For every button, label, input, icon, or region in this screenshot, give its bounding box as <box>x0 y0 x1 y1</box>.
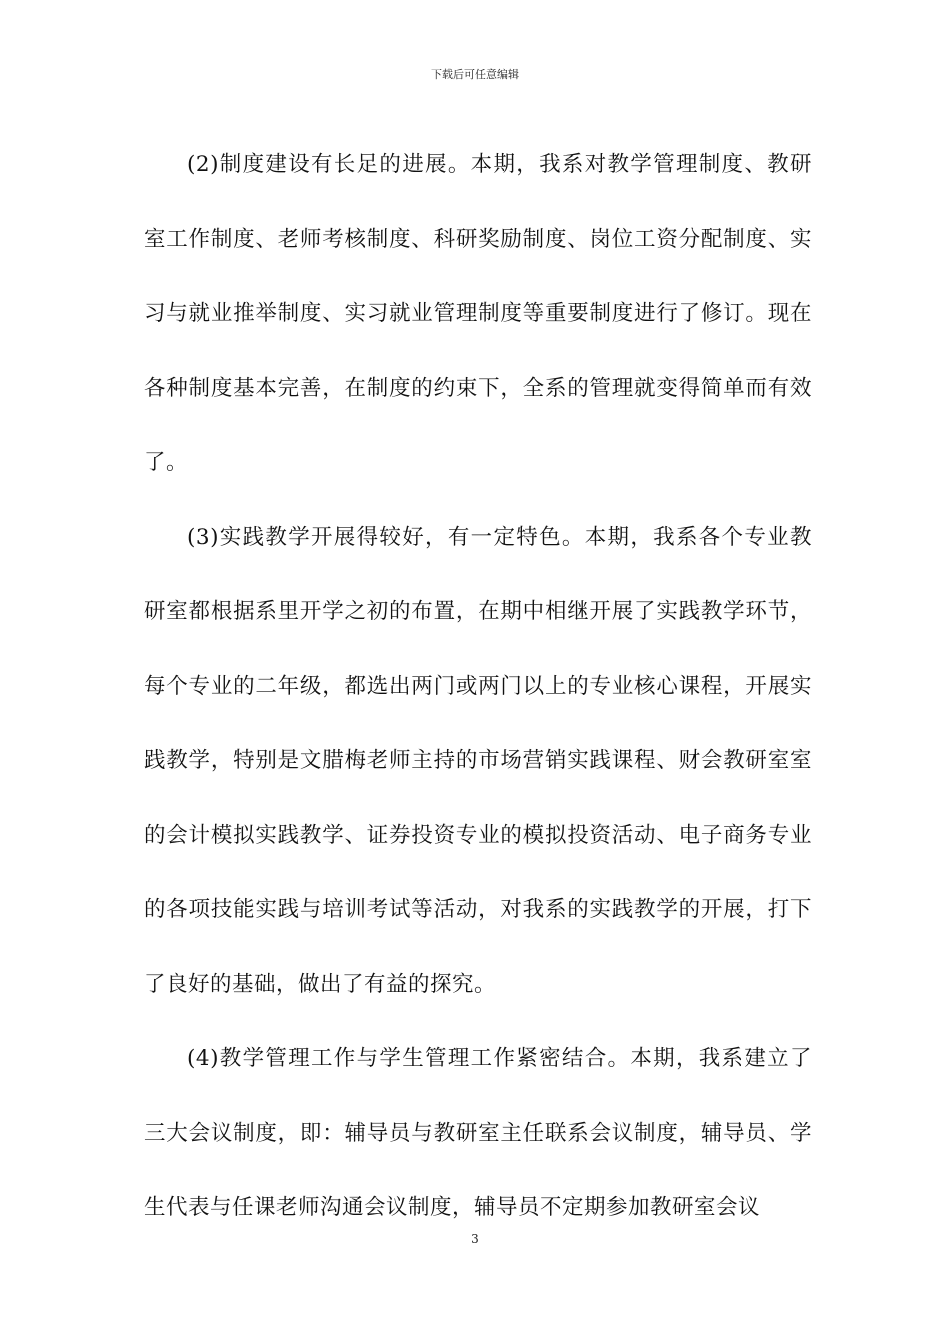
document-body <box>144 128 812 1246</box>
paragraph-4: (4)教学管理工作与学生管理工作紧密结合。本期，我系建立了三大会议制度，即：辅导员与教研室主任联系会议制度，辅导员、学生代表与任课老师沟通会议制度，辅导员不定期参加教研室会议 <box>144 1046 812 1220</box>
page-header-note: 下载后可任意编辑 <box>431 68 519 81</box>
paragraph-2: (2)制度建设有长足的进展。本期，我系对教学管理制度、教研室工作制度、老师考核制度、科研奖励制度、岗位工资分配制度、实习与就业推举制度、实习就业管理制度等重要制度进行了修订。现在各种制度基本完善，在制度的约束下，全系的管理就变得简单而有效了。 <box>144 152 812 475</box>
paragraph-3: (3)实践教学开展得较好，有一定特色。本期，我系各个专业教研室都根据系里开学之初的布置，在期中相继开展了实践教学环节，每个专业的二年级，都选出两门或两门以上的专业核心课程，开展实践教学，特别是文腊梅老师主持的市场营销实践课程、财会教研室室的会计模拟实践教学、证券投资专业的模拟投资活动、电子商务专业的各项技能实践与培训考试等活动，对我系的实践教学的开展，打下了良好的基础，做出了有益的探究。 <box>144 524 812 997</box>
page-number: 3 <box>471 1232 479 1246</box>
